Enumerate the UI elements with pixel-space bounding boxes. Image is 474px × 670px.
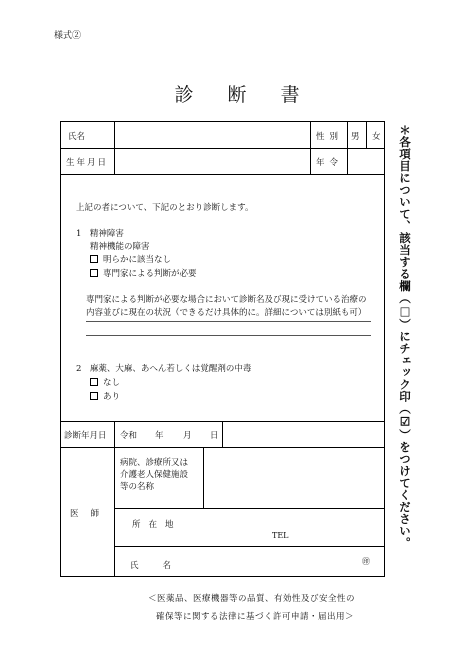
tel-label: TEL: [272, 531, 289, 540]
gender-label: 性別: [316, 132, 344, 142]
footnote-line1: ＜医薬品、医療機器等の品質、有効性及び安全性の: [148, 594, 356, 604]
option-expert[interactable]: 専門家による判断が必要: [90, 269, 197, 280]
date-label: 診断年月日: [64, 431, 107, 441]
footnote-line2: 確保等に関する法律に基づく許可申請・届出用＞: [156, 612, 355, 622]
side-instruction-note: ＊各項目について、該当する欄（□）にチェック印（☑）をつけてください。: [398, 124, 412, 549]
patient-name-field[interactable]: [116, 124, 308, 146]
checkbox-yes[interactable]: [90, 392, 98, 400]
option-no[interactable]: なし: [90, 378, 120, 389]
facility-name-field[interactable]: [205, 449, 383, 507]
expert-note-line1: 専門家による判断が必要な場合において診断名及び現に受けている治療の: [86, 295, 367, 305]
doctor-name-label: 氏名: [130, 561, 196, 571]
intro-text: 上記の者について、下記のとおり診断します。: [76, 203, 254, 213]
expert-note-field[interactable]: [86, 322, 371, 335]
checkbox-none[interactable]: [90, 255, 98, 263]
age-label: 年令: [316, 158, 344, 168]
facility-label-2: 介護老人保健施設: [120, 470, 189, 480]
date-month: 月: [183, 431, 192, 441]
date-day: 日: [210, 431, 219, 441]
date-year: 年: [155, 431, 164, 441]
dob-field[interactable]: [116, 150, 308, 172]
dob-label: 生年月日: [66, 158, 109, 168]
date-field[interactable]: [116, 423, 220, 445]
page-title: 診断書: [174, 84, 334, 106]
item1-title: 1 精神障害: [76, 229, 124, 239]
seal-mark: ㊞: [362, 557, 370, 566]
checkbox-expert[interactable]: [90, 269, 98, 277]
gender-male[interactable]: 男: [351, 132, 360, 142]
facility-label-3: 等の名称: [120, 482, 155, 492]
address-field[interactable]: [205, 510, 383, 544]
footnote: [148, 590, 355, 626]
address-label: 所在地: [132, 520, 182, 530]
gender-female[interactable]: 女: [372, 132, 381, 142]
expert-note-line2: 内容並びに現在の状況（できるだけ具体的に。詳細については別紙も可）: [86, 308, 367, 318]
option-none[interactable]: 明らかに該当なし: [90, 255, 171, 266]
doctor-name-field[interactable]: [205, 548, 383, 575]
option-yes[interactable]: あり: [90, 392, 120, 403]
age-field[interactable]: [349, 150, 383, 172]
item1-subtitle: 精神機能の障害: [90, 242, 150, 252]
item2-title: 2 麻薬、大麻、あへん若しくは覚醒剤の中毒: [76, 364, 252, 374]
date-era: 令和: [120, 431, 138, 441]
facility-label-1: 病院、診療所又は: [120, 458, 189, 468]
checkbox-no[interactable]: [90, 378, 98, 386]
form-number: 様式②: [54, 31, 82, 41]
name-label: 氏名: [68, 132, 86, 142]
doctor-label: 医師: [70, 509, 112, 519]
